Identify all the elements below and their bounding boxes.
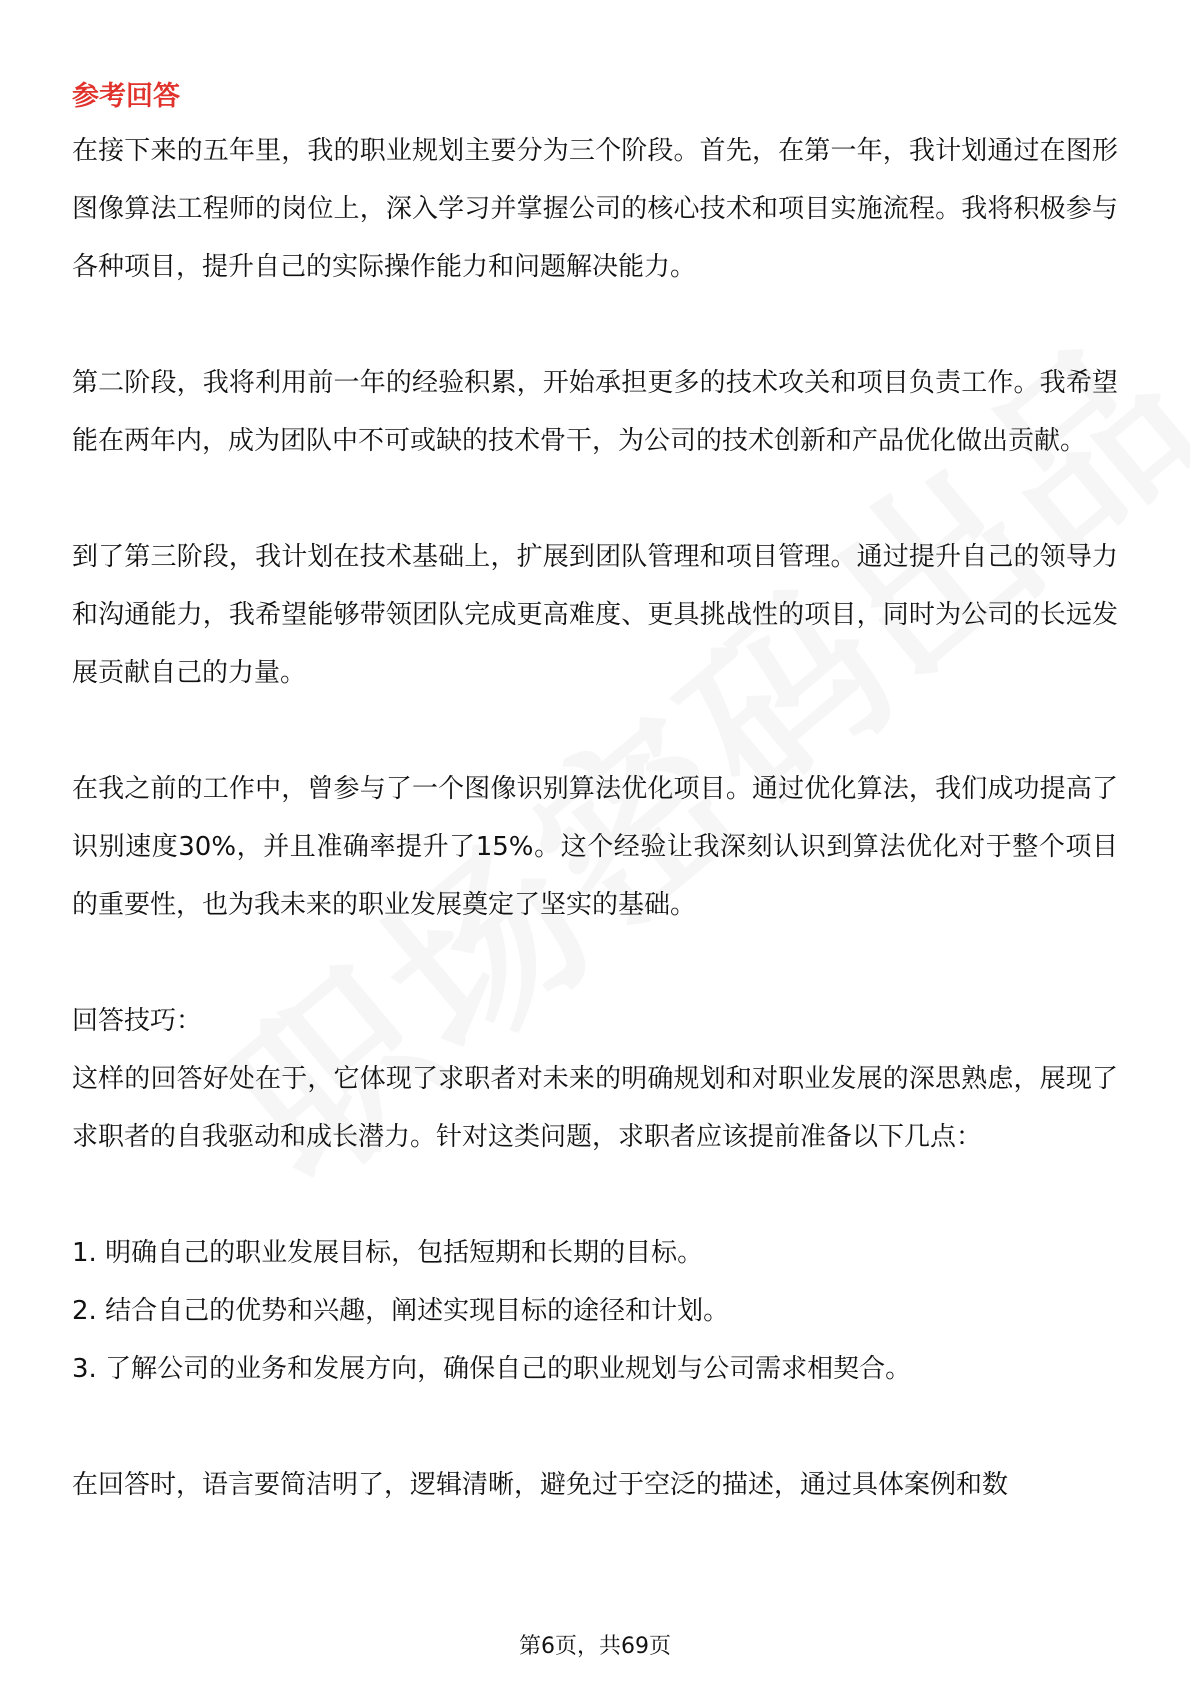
paragraph-spacer (72, 296, 1118, 354)
answer-paragraph-3: 到了第三阶段，我计划在技术基础上，扩展到团队管理和项目管理。通过提升自己的领导力和沟通能力，我希望能够带领团队完成更高难度、更具挑战性的项目，同时为公司的长远发展贡献自己的力量。 (72, 542, 1118, 688)
paragraph-spacer (72, 470, 1118, 528)
section-heading: 参考回答 (72, 81, 180, 112)
tips-label: 回答技巧： (72, 1006, 203, 1036)
tips-list-item-2: 2. 结合自己的优势和兴趣，阐述实现目标的途径和计划。 (72, 1296, 730, 1326)
answer-paragraph-1: 在接下来的五年里，我的职业规划主要分为三个阶段。首先，在第一年，我计划通过在图形图像算法工程师的岗位上，深入学习并掌握公司的核心技术和项目实施流程。我将积极参与各种项目，提升自己的实际操作能力和问题解决能力。 (72, 136, 1118, 282)
tips-intro-paragraph: 这样的回答好处在于，它体现了求职者对未来的明确规划和对职业发展的深思熟虑，展现了求职者的自我驱动和成长潜力。针对这类问题，求职者应该提前准备以下几点： (72, 1064, 1118, 1152)
answer-paragraph-2: 第二阶段，我将利用前一年的经验积累，开始承担更多的技术攻关和项目负责工作。我希望能在两年内，成为团队中不可或缺的技术骨干，为公司的技术创新和产品优化做出贡献。 (72, 368, 1118, 456)
answer-paragraph-4: 在我之前的工作中，曾参与了一个图像识别算法优化项目。通过优化算法，我们成功提高了识别速度30%，并且准确率提升了15%。这个经验让我深刻认识到算法优化对于整个项目的重要性，也为我未来的职业发展奠定了坚实的基础。 (72, 774, 1118, 920)
paragraph-spacer (72, 702, 1118, 760)
tips-list-item-1: 1. 明确自己的职业发展目标，包括短期和长期的目标。 (72, 1238, 704, 1268)
paragraph-spacer (72, 1398, 1118, 1456)
tips-list-item-3: 3. 了解公司的业务和发展方向，确保自己的职业规划与公司需求相契合。 (72, 1354, 912, 1384)
paragraph-spacer (72, 934, 1118, 992)
page-number-footer: 第6页，共69页 (519, 1634, 671, 1659)
page-content (72, 72, 1118, 1514)
closing-paragraph: 在回答时，语言要简洁明了，逻辑清晰，避免过于空泛的描述，通过具体案例和数 (72, 1470, 1009, 1500)
paragraph-spacer (72, 1166, 1118, 1224)
